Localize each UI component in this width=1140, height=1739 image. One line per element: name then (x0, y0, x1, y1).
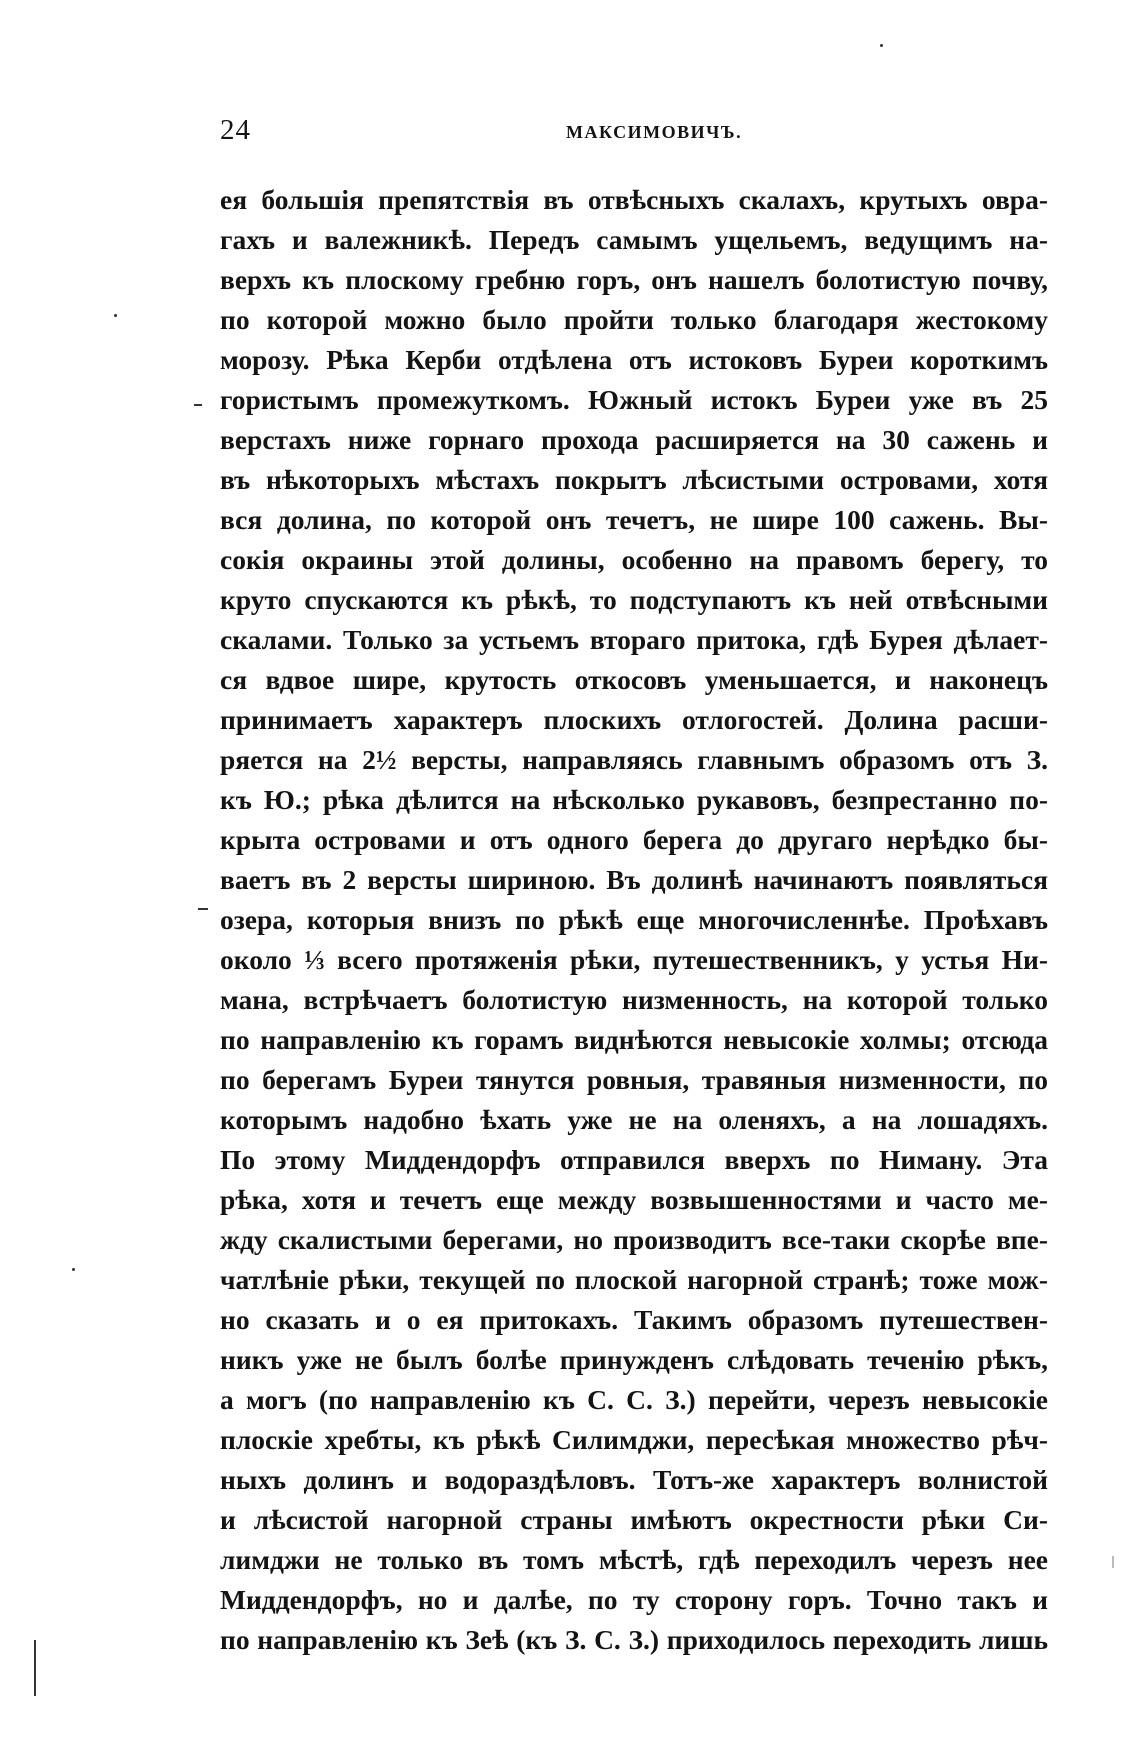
text-line: по направленію къ горамъ виднѣются невысокіе холмы; отсюда (220, 1024, 1048, 1055)
text-line: мана, встрѣчаетъ болотистую низменность, на которой только (220, 984, 1048, 1015)
text-line: никъ уже не былъ болѣе принужденъ слѣдовать теченію рѣкъ, (220, 1344, 1048, 1375)
page-header (220, 114, 1048, 164)
scan-speck (114, 314, 117, 317)
text-line: скалами. Только за устьемъ втораго притока, гдѣ Бурея дѣлает- (220, 624, 1048, 655)
text-line: ваетъ въ 2 версты шириною. Въ долинѣ начинаютъ появляться (220, 864, 1048, 895)
text-line: къ Ю.; рѣка дѣлится на нѣсколько рукавовъ, безпрестанно по- (220, 784, 1048, 815)
text-line: принимаетъ характеръ плоскихъ отлогостей. Долина расши- (220, 704, 1048, 735)
text-line: По этому Миддендорфъ отправился вверхъ по Ниману. Эта (220, 1144, 1048, 1175)
text-line: сокія окраины этой долины, особенно на правомъ берегу, то (220, 544, 1048, 575)
text-line: лимджи не только въ томъ мѣстѣ, гдѣ переходилъ черезъ нее (220, 1544, 1048, 1575)
running-head: МАКСИМОВИЧЪ. (566, 122, 743, 142)
body-text (220, 180, 1048, 1660)
text-line: ся вдвое шире, крутость откосовъ уменьшается, и наконецъ (220, 664, 1048, 695)
text-line: которымъ надобно ѣхать уже не на оленяхъ, а на лошадяхъ. (220, 1104, 1048, 1135)
text-line: морозу. Рѣка Керби отдѣлена отъ истоковъ Буреи короткимъ (220, 344, 1048, 375)
text-line: вся долина, по которой онъ течетъ, не шире 100 сажень. Вы- (220, 504, 1048, 535)
text-line: верхъ къ плоскому гребню горъ, онъ нашелъ болотистую почву, (220, 264, 1048, 295)
text-line: около ⅓ всего протяженія рѣки, путешественникъ, у устья Ни- (220, 944, 1048, 975)
text-line: рѣка, хотя и течетъ еще между возвышенностями и часто ме- (220, 1184, 1048, 1215)
text-line: Миддендорфъ, но и далѣе, по ту сторону горъ. Точно такъ и (220, 1584, 1048, 1615)
scan-speck (72, 1268, 75, 1271)
text-line: по берегамъ Буреи тянутся ровныя, травяныя низменности, по (220, 1064, 1048, 1095)
text-line: гористымъ промежуткомъ. Южный истокъ Буреи уже въ 25 (220, 384, 1048, 415)
text-line: жду скалистыми берегами, но производитъ все-таки скорѣе впе- (220, 1224, 1048, 1255)
margin-mark (194, 404, 202, 406)
text-line: озера, которыя внизъ по рѣкѣ еще многочисленнѣе. Проѣхавъ (220, 904, 1048, 935)
text-line: крыта островами и отъ одного берега до другаго нерѣдко бы- (220, 824, 1048, 855)
text-line: плоскіе хребты, къ рѣкѣ Силимджи, пересѣкая множество рѣч- (220, 1424, 1048, 1455)
text-line: ряется на 2½ версты, направляясь главнымъ образомъ отъ З. (220, 744, 1048, 775)
text-line: круто спускаются къ рѣкѣ, то подступаютъ къ ней отвѣсными (220, 584, 1048, 615)
text-line: по которой можно было пройти только благодаря жестокому (220, 304, 1048, 335)
text-line: но сказать и о ея притокахъ. Такимъ образомъ путешествен- (220, 1304, 1048, 1335)
text-line: а могъ (по направленію къ С. С. З.) перейти, черезъ невысокіе (220, 1384, 1048, 1415)
text-line: по направленію къ Зеѣ (къ З. С. З.) приходилось переходить лишь (220, 1624, 1048, 1655)
text-line: ея большія препятствія въ отвѣсныхъ скалахъ, крутыхъ овра- (220, 184, 1048, 215)
text-line: ныхъ долинъ и водораздѣловъ. Тотъ-же характеръ волнистой (220, 1464, 1048, 1495)
text-line: гахъ и валежникѣ. Передъ самымъ ущельемъ, ведущимъ на- (220, 224, 1048, 255)
text-line: чатлѣніе рѣки, текущей по плоской нагорной странѣ; тоже мож- (220, 1264, 1048, 1295)
page-number: 24 (220, 114, 251, 146)
margin-mark (198, 908, 208, 910)
text-line: въ нѣкоторыхъ мѣстахъ покрытъ лѣсистыми островами, хотя (220, 464, 1048, 495)
scan-edge-line (1112, 1556, 1114, 1568)
text-line: верстахъ ниже горнаго прохода расширяется на 30 сажень и (220, 424, 1048, 455)
scan-speck (880, 44, 883, 47)
text-line: и лѣсистой нагорной страны имѣютъ окрестности рѣки Си- (220, 1504, 1048, 1535)
scan-edge-line (34, 1640, 36, 1696)
